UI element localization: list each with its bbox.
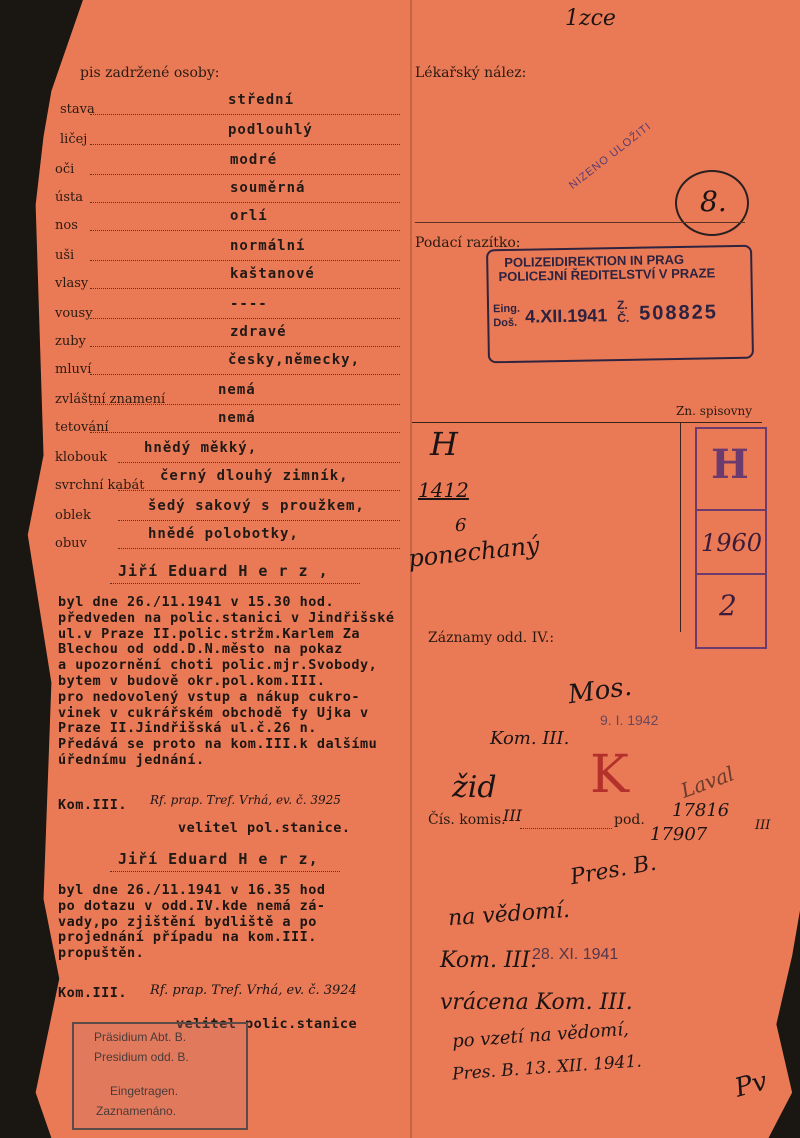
stamp-number: 508825 [638,301,719,325]
field-dotted-line [118,490,400,491]
presidium-line-2: Presidium odd. B. [94,1050,189,1064]
field-label: mluví [55,362,92,377]
report-line: Předává se proto na kom.III.k dalšímu [58,736,378,753]
pod-suffix: III [755,818,771,833]
pod-number-2: 17907 [650,824,708,845]
po-vzeti: po vzetí na vědomí, [451,1018,630,1053]
date-stamp-1: 9. I. 1942 [600,712,659,728]
report-line: bytem v budově okr.pol.kom.III. [58,673,326,689]
field-label: vousy [55,306,93,321]
pod-label: pod. [614,812,645,828]
field-label: vlasy [55,276,89,291]
report-line: vinek v cukrářském obchodě fy Ujka v [58,704,369,721]
field-value: ---- [230,296,268,312]
field-dotted-line [90,288,400,289]
field-dotted-line [90,346,400,347]
field-dotted-line [90,260,400,261]
medical-finding-label: Lékařský nález: [415,65,527,81]
report-line: a upozornění choti polic.mjr.Svobody, [58,657,378,674]
field-dotted-line [90,114,400,115]
medical-handwriting: 8. [700,185,727,218]
field-label: ličej [60,132,88,147]
field-label: zvláštní znamení [55,392,166,407]
field-value: souměrná [230,180,306,196]
hw-zid: žid [452,770,497,805]
pres-b: Pres. B. [568,850,659,891]
report-line: byl dne 26./11.1941 v 15.30 hod. [58,594,335,610]
name-2-underline [110,871,340,872]
report-line: předveden na polic.stanici v Jindřišské [58,609,395,626]
hw-kom: Kom. III. [490,728,570,749]
archive-sub: 2 [719,589,737,622]
report-line: byl dne 26./11.1941 v 16.35 hod [58,882,326,898]
field-value: nemá [218,410,256,426]
hw-h: H [430,425,458,463]
date-stamp-2: 28. XI. 1941 [532,946,619,963]
vraceno: vrácena Kom. III. [440,990,633,1015]
field-value: nemá [218,382,256,398]
stamp-line-1: POLIZEIDIREKTION IN PRAG [504,251,685,271]
field-label: tetování [55,420,109,435]
name-1: Jiří Eduard H e r z , [118,562,329,580]
kom-hw-2: Kom. III. [440,948,538,973]
corner-note: 1zce [565,6,616,31]
field-value: zdravé [230,324,287,340]
field-label: svrchní kabát [55,478,145,493]
hw-mos: Mos. [566,671,634,711]
police-received-stamp [486,245,754,364]
hw-signature: Laval [677,761,738,803]
field-label: uši [55,248,75,263]
field-value: modré [230,152,278,168]
commission-no: III [503,806,522,825]
report-line: úřednímu jednání. [58,752,205,768]
field-dotted-line [118,462,400,463]
commission-line [520,828,612,829]
signature-1: Rf. prap. Tref. Vrhá, ev. č. 3925 [150,793,341,807]
field-label: stava [60,102,95,117]
na-vedomi: na vědomí. [447,897,571,932]
field-dotted-line [90,144,400,145]
name-1-underline [110,583,360,584]
field-dotted-line [90,432,400,433]
hw-k: K [590,745,629,805]
field-dotted-line [90,230,400,231]
field-value: podlouhlý [228,122,313,138]
field-dotted-line [90,318,400,319]
field-label: oblek [55,508,91,523]
hw-ponechan: ponechaný [406,531,541,573]
archive-divider-1 [697,509,765,511]
field-dotted-line [90,202,400,203]
report-line: vady,po zjištění bydliště a po [58,913,317,930]
hw-bottom: Pv [731,1066,771,1104]
field-label: zuby [55,334,86,349]
velitel-2: velitel polic.stanice [176,1016,358,1032]
archive-box [695,427,767,649]
stamp-dos: Doš. [493,316,518,330]
name-2: Jiří Eduard H e r z, [118,850,319,868]
kom-2: Kom.III. [58,985,128,1001]
field-value: střední [228,92,295,108]
archive-vertical [680,422,681,632]
report-line: pro nedovolený vstup a nákup cukro- [58,688,360,705]
field-dotted-line [90,404,400,405]
violet-stamp: NIZENO ULOŽITI [566,120,654,192]
report-line: Blechou od odd.D.N.město na pokaz [58,641,343,658]
archive-letter: H [711,441,749,488]
pod-number-1: 17816 [672,800,730,821]
field-dotted-line [118,520,400,521]
field-dotted-line [90,174,400,175]
hw-1412: 1412 [418,478,469,502]
commission-no-label: Čís. komis. [428,812,506,828]
presidium-stamp [72,1022,248,1130]
presidium-line-3: Eingetragen. [110,1084,179,1098]
field-value: hnědý měkký, [144,440,258,456]
field-value: šedý sakový s proužkem, [148,498,365,514]
field-label: nos [55,218,78,233]
field-value: orlí [230,208,268,224]
field-value: černý dlouhý zimník, [160,468,349,484]
stamp-line-2: POLICEJNÍ ŘEDITELSTVÍ V PRAZE [498,265,716,285]
medical-line [415,222,745,223]
velitel-1: velitel pol.stanice. [178,820,351,836]
hw-6: 6 [455,515,467,536]
stamp-eing: Eing. [492,302,521,316]
signature-2: Rf. prap. Tref. Vrhá, ev. č. 3924 [150,983,357,998]
field-value: česky,německy, [228,352,361,368]
presidium-line-4: Zaznamenáno. [96,1104,177,1118]
archive-divider-2 [697,573,765,575]
report-line: ul.v Praze II.polic.stržm.Karlem Za [58,625,360,642]
description-title: pis zadržené osoby: [80,65,220,81]
archive-number: 1960 [701,529,763,557]
field-value: kaštanové [230,266,315,282]
pres-date: Pres. B. 13. XII. 1941. [451,1051,643,1085]
report-line: Praze II.Jindřišská ul.č.26 n. [58,720,317,737]
stamp-zc: Z. Č. [616,297,630,326]
report-line: propuštěn. [58,945,145,962]
records-dept-label: Záznamy odd. IV.: [428,630,555,646]
archive-line [412,422,762,423]
stamp-date: 4.XII.1941 [525,305,608,327]
field-dotted-line [90,374,400,375]
kom-1: Kom.III. [58,797,128,813]
filing-stamp-label: Podací razítko: [415,235,521,251]
field-label: ústa [55,190,84,205]
field-label: klobouk [55,450,108,465]
archive-mark-label: Zn. spisovny [676,404,753,418]
report-line: projednání případu na kom.III. [58,929,317,946]
field-label: obuv [55,536,87,551]
field-label: oči [55,162,75,177]
field-dotted-line [118,548,400,549]
field-value: hnědé polobotky, [148,526,299,542]
field-value: normální [230,238,306,254]
report-line: po dotazu v odd.IV.kde nemá zá- [58,897,326,914]
presidium-line-1: Präsidium Abt. B. [94,1030,187,1044]
